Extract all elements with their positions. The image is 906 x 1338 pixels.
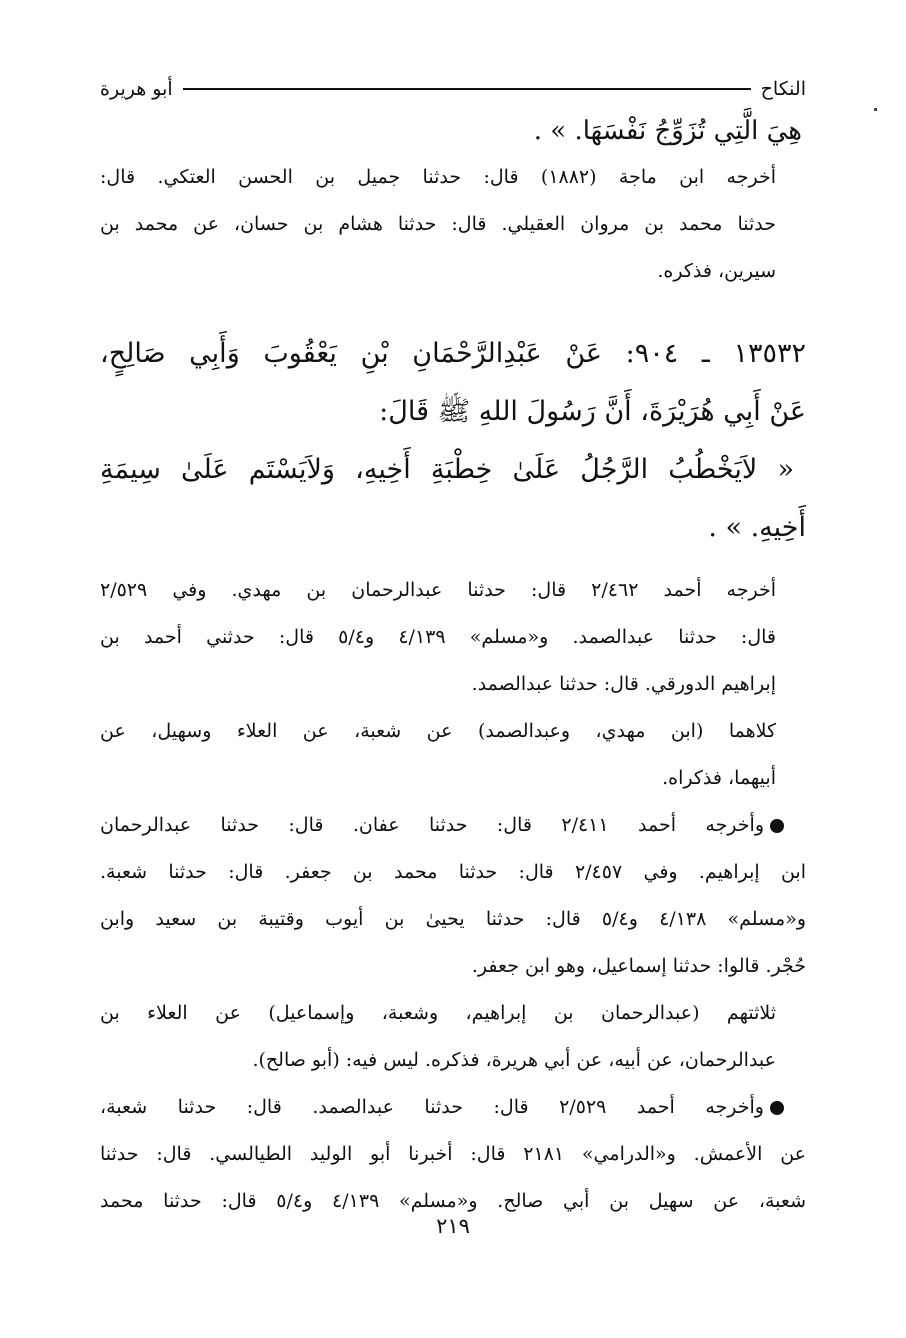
- source-line: سيرين، فذكره.: [657, 260, 776, 282]
- takhrij-section: [100, 567, 806, 1225]
- takhrij-paragraph: [100, 1084, 806, 1225]
- takhrij-paragraph: [100, 567, 806, 708]
- source-line: حدثنا محمد بن مروان العقيلي. قال: حدثنا هشام بن حسان، عن محمد بن: [100, 213, 776, 235]
- hadith-isnad-line: ١٣٥٣٢ ـ ٩٠٤: عَنْ عَبْدِالرَّحْمَانِ بْنِ يَعْقُوبَ وَأَبِي صَالِحٍ،: [100, 338, 806, 369]
- hadith-isnad-line: عَنْ أَبِي هُرَيْرَةَ، أَنَّ رَسُولَ اللهِ ﷺ قَالَ:: [379, 396, 806, 427]
- takhrij-line: ابن إبراهيم. وفي ٢/٤٥٧ قال: حدثنا محمد بن جعفر. قال: حدثنا شعبة.: [100, 861, 806, 883]
- takhrij-line: [100, 802, 806, 849]
- running-header: [100, 72, 806, 106]
- page-number: ٢١٩: [436, 1214, 470, 1238]
- hadith-text: [100, 325, 806, 557]
- bullet-icon: [770, 819, 784, 833]
- takhrij-line: شعبة، عن سهيل بن أبي صالح. و«مسلم» ٤/١٣٩ و٥/٤ قال: حدثنا محمد: [100, 1190, 806, 1212]
- takhrij-line: عن الأعمش. و«الدرامي» ٢١٨١ قال: أخبرنا أبو الوليد الطيالسي. قال: حدثنا: [100, 1143, 806, 1165]
- takhrij-line: حُجْر. قالوا: حدثنا إسماعيل، وهو ابن جعفر.: [471, 955, 806, 977]
- takhrij-line: كلاهما (ابن مهدي، وعبدالصمد) عن شعبة، عن العلاء وسهيل، عن: [100, 720, 776, 742]
- takhrij-paragraph: [100, 990, 806, 1084]
- bullet-icon: [770, 1101, 784, 1115]
- takhrij-line: أبيهما، فذكراه.: [662, 767, 776, 789]
- source-line: أخرجه ابن ماجة (١٨٨٢) قال: حدثنا جميل بن الحسن العتكي. قال:: [100, 166, 776, 188]
- header-narrator: أبو هريرة: [100, 78, 173, 100]
- previous-hadith-tail: هِيَ الَّتِي تُزَوِّجُ نَفْسَهَا. » .: [533, 116, 802, 146]
- takhrij-line: أخرجه أحمد ٢/٤٦٢ قال: حدثنا عبدالرحمان بن مهدي. وفي ٢/٥٢٩: [100, 579, 776, 601]
- takhrij-line: قال: حدثنا عبدالصمد. و«مسلم» ٤/١٣٩ و٥/٤ قال: حدثني أحمد بن: [100, 626, 777, 648]
- speck-mark: [874, 108, 877, 111]
- takhrij-line-text: وأخرجه أحمد ٢/٥٢٩ قال: حدثنا عبدالصمد. قال: حدثنا شعبة،: [100, 1096, 764, 1118]
- takhrij-line-text: وأخرجه أحمد ٢/٤١١ قال: حدثنا عفان. قال: حدثنا عبدالرحمان: [100, 814, 764, 836]
- takhrij-line: إبراهيم الدورقي. قال: حدثنا عبدالصمد.: [471, 673, 776, 695]
- page-body: [100, 72, 806, 1225]
- takhrij-line: ثلاثتهم (عبدالرحمان بن إبراهيم، وشعبة، وإسماعيل) عن العلاء بن: [100, 1002, 776, 1024]
- hadith-matn-line: « لاَيَخْطُبُ الرَّجُلُ عَلَىٰ خِطْبَةِ أَخِيهِ، وَلاَيَسْتَم عَلَىٰ سِيمَةِ: [100, 454, 794, 485]
- takhrij-line: عبدالرحمان، عن أبيه، عن أبي هريرة، فذكره. ليس فيه: (أبو صالح).: [252, 1049, 776, 1071]
- takhrij-paragraph: [100, 802, 806, 990]
- source-block-1: [100, 154, 806, 295]
- takhrij-line: و«مسلم» ٤/١٣٨ و٥/٤ قال: حدثنا يحيىٰ بن أيوب وقتيبة بن سعيد وابن: [100, 908, 807, 930]
- takhrij-paragraph: [100, 708, 806, 802]
- takhrij-line: [100, 1084, 806, 1131]
- header-rule: [183, 88, 751, 90]
- header-chapter: النكاح: [760, 78, 806, 100]
- hadith-matn-line: أَخِيهِ. » .: [708, 512, 806, 543]
